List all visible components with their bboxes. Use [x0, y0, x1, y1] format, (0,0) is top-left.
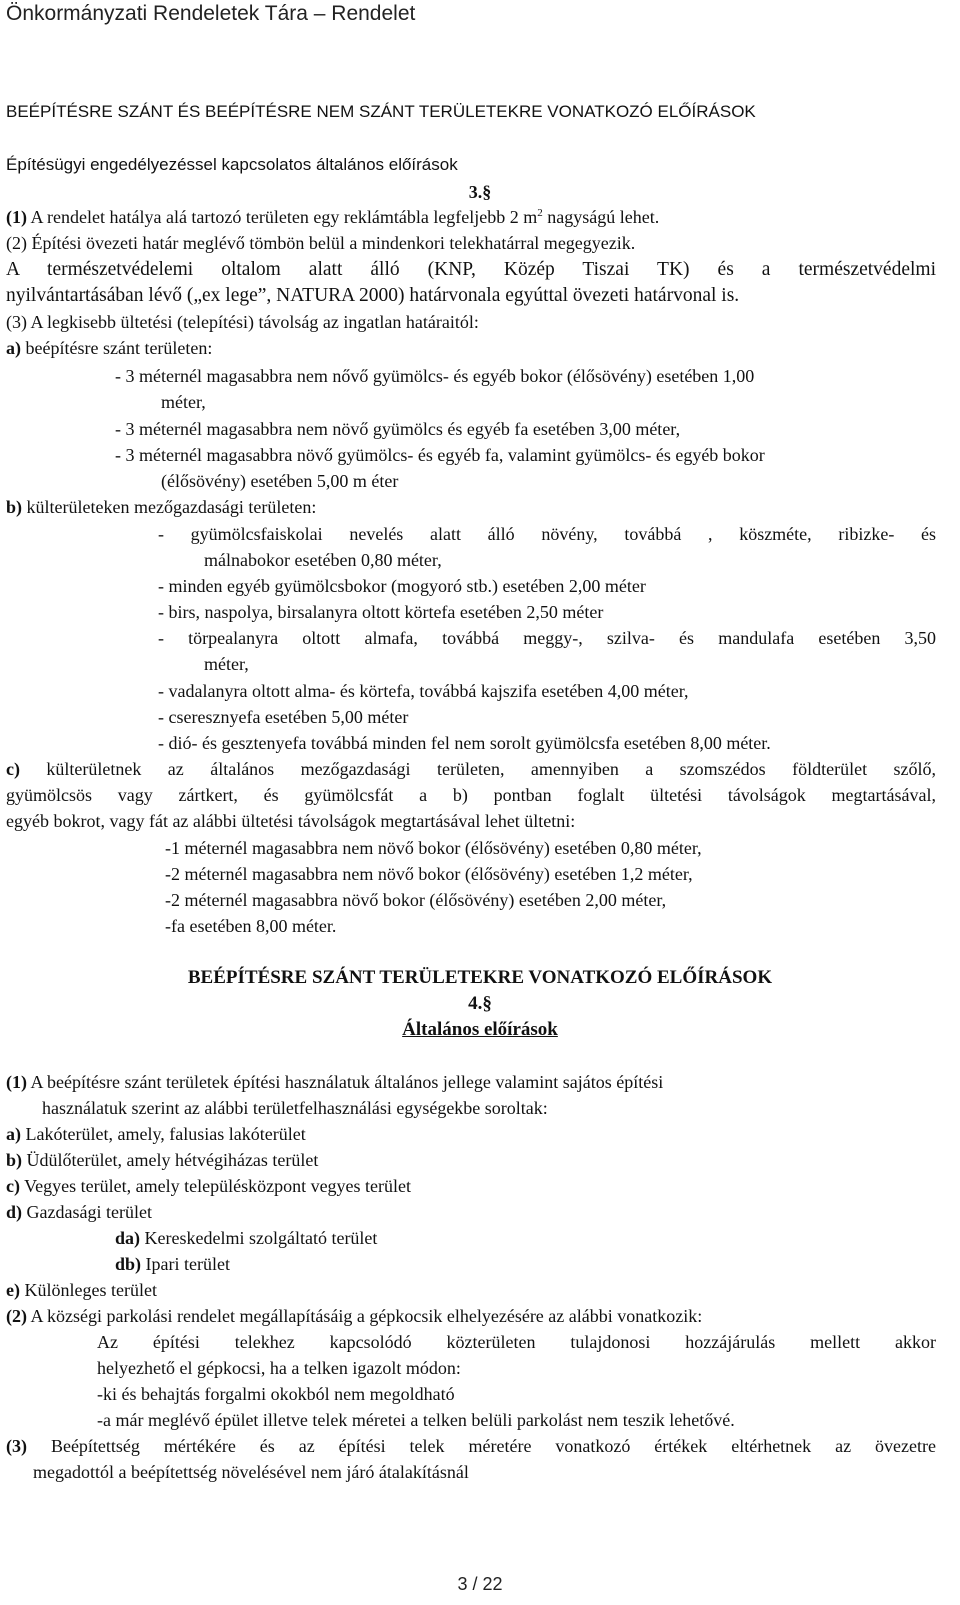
para-4-2b: -ki és behajtás forgalmi okokból nem megoldható	[97, 1384, 455, 1404]
item-b5: - vadalanyra oltott alma- és körtefa, továbbá kajszifa esetében 4,00 méter,	[158, 681, 689, 701]
sub-heading: Építésügyi engedélyezéssel kapcsolatos általános előírások	[6, 155, 458, 174]
list-b-text: Üdülőterület, amely hétvégiházas terület	[22, 1150, 319, 1170]
para-4-3-line2: megadottól a beépítettség növelésével nem járó átalakításnál	[33, 1462, 469, 1482]
para-4-2a-line1: Az építési telekhez kapcsolódó közterületen tulajdonosi hozzájárulás mellett akkor	[97, 1332, 936, 1352]
para-3-1-end: nagyságú lehet.	[542, 207, 660, 227]
list-d-text: Gazdasági terület	[22, 1202, 152, 1222]
list-da-text: Kereskedelmi szolgáltató terület	[140, 1228, 378, 1248]
item-c-line1	[6, 757, 936, 781]
item-c1: -1 méternél magasabbra nem növő bokor (élősövény) esetében 0,80 méter,	[165, 838, 702, 858]
list-b-label: b)	[6, 1150, 23, 1170]
list-e-text: Különleges terület	[19, 1280, 157, 1300]
list-da-label: da)	[115, 1228, 141, 1248]
para-3-1-num: (1)	[6, 207, 27, 227]
superscript: 2	[537, 207, 543, 219]
section-4-label: 4.§	[468, 993, 492, 1014]
para-3-2: (2) Építési övezeti határ meglévő tömbön belül a mindenkori telekhatárral megegyezik.	[6, 233, 636, 253]
item-a1-line1: - 3 méternél magasabbra nem nővő gyümölcs- és egyéb bokor (élősövény) esetében 1,00	[115, 366, 755, 386]
item-b6: - cseresznyefa esetében 5,00 méter	[158, 707, 409, 727]
para-3-1	[6, 205, 659, 229]
list-db	[115, 1252, 230, 1276]
item-a	[6, 336, 212, 360]
para-4-2-text: A községi parkolási rendelet megállapításáig a gépkocsik elhelyezésére az alábbi vonatkozik:	[27, 1306, 703, 1326]
item-b-label: b)	[6, 497, 23, 517]
para-3-2b-line1: A természetvédelemi oltalom alatt álló (KNP, Közép Tiszai TK) és a természetvédelmi	[6, 259, 936, 280]
list-a-label: a)	[6, 1124, 21, 1144]
section-3-number	[0, 180, 960, 204]
item-b1-line1: - gyümölcsfaiskolai nevelés alatt álló növény, továbbá , köszméte, ribizke- és	[158, 524, 936, 544]
main-heading: BEÉPÍTÉSRE SZÁNT ÉS BEÉPÍTÉSRE NEM SZÁNT TERÜLETEKRE VONATKOZÓ ELŐÍRÁSOK	[6, 102, 756, 121]
list-db-label: db)	[115, 1254, 142, 1274]
list-c	[6, 1174, 411, 1198]
page-number: 3 / 22	[457, 1574, 503, 1594]
item-b4-line1: - törpealanyra oltott almafa, továbbá meggy-, szilva- és mandulafa esetében 3,50	[158, 628, 936, 648]
list-db-text: Ipari terület	[141, 1254, 230, 1274]
page-header-title: Önkormányzati Rendeletek Tára – Rendelet	[6, 2, 416, 25]
item-c-label: c)	[6, 759, 20, 779]
para-4-1-text: A beépítésre szánt területek építési használatuk általános jellege valamint sajátos építési	[27, 1072, 664, 1092]
para-4-2c: -a már meglévő épület illetve telek méretei a telken belüli parkolást nem teszik lehetővé.	[97, 1410, 735, 1430]
item-b4-line2: méter,	[204, 654, 249, 674]
item-a1-line2: méter,	[161, 392, 206, 412]
list-b	[6, 1148, 318, 1172]
list-d-label: d)	[6, 1202, 23, 1222]
para-4-2-num: (2)	[6, 1306, 27, 1326]
item-a3-line1: - 3 méternél magasabbra növő gyümölcs- és egyéb fa, valamint gyümölcs- és egyéb bokor	[115, 445, 765, 465]
para-4-2a-line2: helyezhető el gépkocsi, ha a telken igazolt módon:	[97, 1358, 461, 1378]
section-4-number	[0, 992, 960, 1016]
item-c-text1: külterületnek az általános mezőgazdasági területen, amennyiben a szomszédos földterület szőlő,	[19, 759, 936, 779]
item-c-line3: egyéb bokrot, vagy fát az alábbi ültetési távolságok megtartásával lehet ültetni:	[6, 811, 576, 831]
item-b2: - minden egyéb gyümölcsbokor (mogyoró stb.) esetében 2,00 méter	[158, 576, 646, 596]
item-c3: -2 méternél magasabbra növő bokor (élősövény) esetében 2,00 méter,	[165, 890, 667, 910]
list-c-label: c)	[6, 1176, 20, 1196]
item-b-text: külterületeken mezőgazdasági területen:	[22, 497, 317, 517]
section-3-label: 3.§	[468, 182, 492, 202]
para-4-1-line1	[6, 1070, 663, 1094]
item-a3-line2: (élősövény) esetében 5,00 m éter	[161, 471, 399, 491]
item-a-label: a)	[6, 338, 21, 358]
para-4-3-line1	[6, 1434, 936, 1458]
section-heading-2-text: BEÉPÍTÉSRE SZÁNT TERÜLETEKRE VONATKOZÓ ELŐÍRÁSOK	[187, 967, 773, 988]
list-a-text: Lakóterület, amely, falusias lakóterület	[21, 1124, 306, 1144]
item-b3: - birs, naspolya, birsalanyra oltott körtefa esetében 2,50 méter	[158, 602, 604, 622]
item-c2: -2 méternél magasabbra nem növő bokor (élősövény) esetében 1,2 méter,	[165, 864, 693, 884]
item-a-text: beépítésre szánt területen:	[21, 338, 213, 358]
para-4-3-num: (3)	[6, 1436, 27, 1456]
para-4-2	[6, 1304, 702, 1328]
item-a2: - 3 méternél magasabbra nem növő gyümölcs és egyéb fa esetében 3,00 méter,	[115, 419, 681, 439]
para-3-2b-line2: nyilvántartásában lévő („ex lege”, NATURA 2000) határvonala egyúttal övezeti határvonal is.	[6, 285, 740, 306]
para-3-3: (3) A legkisebb ültetési (telepítési) távolság az ingatlan határaitól:	[6, 312, 479, 332]
item-b	[6, 495, 316, 519]
section-4-subtitle-text: Általános előírások	[402, 1019, 558, 1040]
list-da	[115, 1226, 377, 1250]
item-b7: - dió- és gesztenyefa továbbá minden fel nem sorolt gyümölcsfa esetében 8,00 méter.	[158, 733, 771, 753]
list-d	[6, 1200, 152, 1224]
item-b1-line2: málnabokor esetében 0,80 méter,	[204, 550, 442, 570]
list-c-text: Vegyes terület, amely településközpont vegyes terület	[19, 1176, 412, 1196]
para-4-3-text: Beépítettség mértékére és az építési telek méretére vonatkozó értékek eltérhetnek az övezetre	[27, 1436, 936, 1456]
section-4-subtitle	[0, 1018, 960, 1042]
item-c4: -fa esetében 8,00 méter.	[165, 916, 337, 936]
list-e-label: e)	[6, 1280, 20, 1300]
para-3-1-text: A rendelet hatálya alá tartozó területen egy reklámtábla legfeljebb 2 m	[30, 207, 538, 227]
item-c-line2: gyümölcsös vagy zártkert, és gyümölcsfát a b) pontban foglalt ültetési távolságok megtartásával,	[6, 785, 936, 805]
list-a	[6, 1122, 306, 1146]
para-4-1-line2: használatuk szerint az alábbi területfelhasználási egységekbe soroltak:	[42, 1098, 548, 1118]
section-heading-2	[0, 966, 960, 990]
list-e	[6, 1278, 157, 1302]
para-4-1-num: (1)	[6, 1072, 27, 1092]
